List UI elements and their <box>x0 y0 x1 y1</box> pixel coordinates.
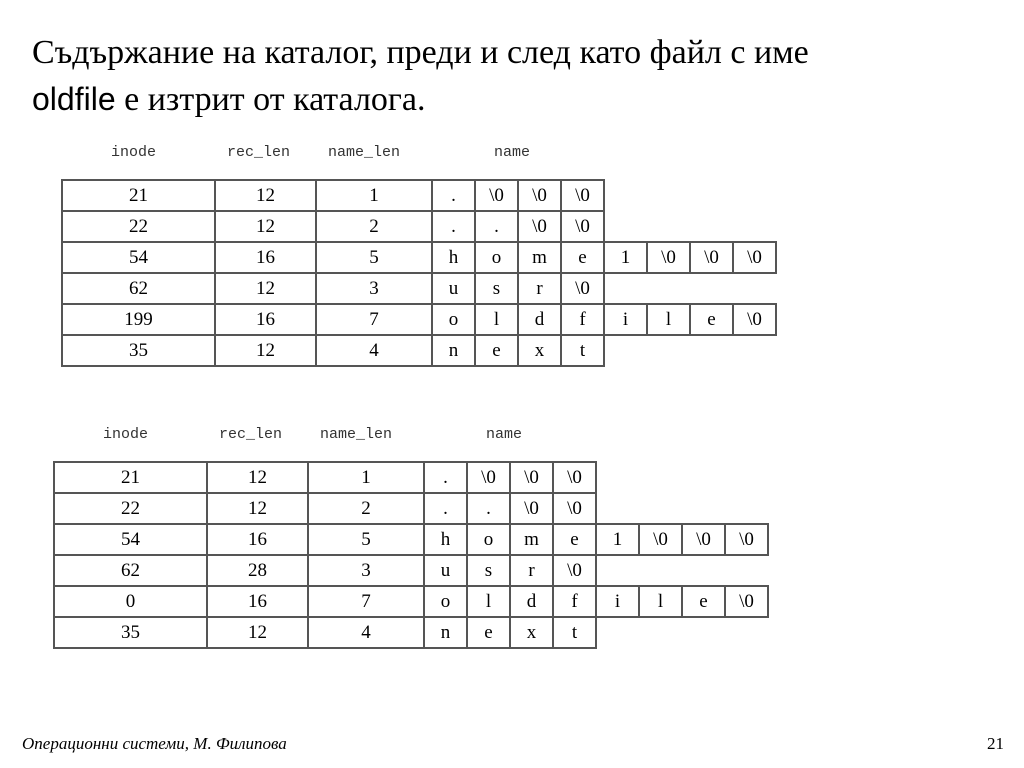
name-len-cell: 5 <box>308 524 424 555</box>
name-len-cell: 1 <box>308 462 424 493</box>
name-char-cell: \0 <box>733 242 776 273</box>
empty-cell <box>690 273 733 304</box>
name-char-cell: \0 <box>690 242 733 273</box>
directory-table-after <box>53 461 769 649</box>
name-char-cell: \0 <box>561 211 604 242</box>
name-char-cell: n <box>424 617 467 648</box>
table-row <box>54 555 768 586</box>
empty-cell <box>725 555 768 586</box>
empty-cell <box>596 462 639 493</box>
name-char-cell: h <box>424 524 467 555</box>
inode-cell: 35 <box>62 335 215 366</box>
name-char-cell: x <box>510 617 553 648</box>
name-char-cell: f <box>553 586 596 617</box>
inode-cell: 54 <box>54 524 207 555</box>
rec-len-cell: 16 <box>207 524 308 555</box>
name-char-cell: \0 <box>682 524 725 555</box>
empty-cell <box>725 617 768 648</box>
empty-cell <box>647 335 690 366</box>
name-char-cell: \0 <box>518 211 561 242</box>
table-row <box>54 586 768 617</box>
inode-cell: 54 <box>62 242 215 273</box>
name-char-cell: l <box>467 586 510 617</box>
rec-len-cell: 12 <box>207 493 308 524</box>
header-name-len: name_len <box>320 426 393 443</box>
rec-len-cell: 16 <box>215 242 316 273</box>
rec-len-cell: 12 <box>207 462 308 493</box>
empty-cell <box>725 493 768 524</box>
name-char-cell: \0 <box>647 242 690 273</box>
rec-len-cell: 12 <box>207 617 308 648</box>
name-char-cell: o <box>467 524 510 555</box>
name-char-cell: l <box>647 304 690 335</box>
empty-cell <box>596 617 639 648</box>
name-char-cell: o <box>424 586 467 617</box>
table-row <box>62 273 776 304</box>
name-char-cell: d <box>510 586 553 617</box>
table-row <box>62 335 776 366</box>
empty-cell <box>733 273 776 304</box>
header-inode: inode <box>111 144 157 161</box>
empty-cell <box>604 180 647 211</box>
name-char-cell: t <box>561 335 604 366</box>
empty-cell <box>682 462 725 493</box>
rec-len-cell: 12 <box>215 273 316 304</box>
name-char-cell: . <box>424 462 467 493</box>
name-char-cell: 1 <box>604 242 647 273</box>
name-char-cell: i <box>596 586 639 617</box>
name-char-cell: \0 <box>733 304 776 335</box>
inode-cell: 21 <box>62 180 215 211</box>
empty-cell <box>690 335 733 366</box>
name-char-cell: e <box>561 242 604 273</box>
empty-cell <box>690 211 733 242</box>
name-char-cell: i <box>604 304 647 335</box>
empty-cell <box>725 462 768 493</box>
table-row <box>54 524 768 555</box>
name-char-cell: \0 <box>467 462 510 493</box>
name-char-cell: n <box>432 335 475 366</box>
empty-cell <box>596 493 639 524</box>
name-char-cell: r <box>510 555 553 586</box>
name-len-cell: 3 <box>316 273 432 304</box>
name-char-cell: \0 <box>553 462 596 493</box>
header-name: name <box>486 426 523 443</box>
name-char-cell: \0 <box>510 493 553 524</box>
empty-cell <box>639 617 682 648</box>
rec-len-cell: 12 <box>215 211 316 242</box>
name-char-cell: e <box>690 304 733 335</box>
name-char-cell: \0 <box>510 462 553 493</box>
name-char-cell: . <box>432 180 475 211</box>
table-row <box>62 304 776 335</box>
name-char-cell: l <box>639 586 682 617</box>
name-len-cell: 5 <box>316 242 432 273</box>
rec-len-cell: 16 <box>207 586 308 617</box>
name-char-cell: x <box>518 335 561 366</box>
slide-title <box>32 30 992 123</box>
empty-cell <box>733 335 776 366</box>
name-char-cell: 1 <box>596 524 639 555</box>
empty-cell <box>639 555 682 586</box>
empty-cell <box>690 180 733 211</box>
inode-cell: 199 <box>62 304 215 335</box>
name-char-cell: . <box>424 493 467 524</box>
table-row <box>62 180 776 211</box>
name-char-cell: o <box>475 242 518 273</box>
name-char-cell: t <box>553 617 596 648</box>
empty-cell <box>604 335 647 366</box>
header-rec-len: rec_len <box>227 144 291 161</box>
name-char-cell: l <box>475 304 518 335</box>
name-len-cell: 4 <box>308 617 424 648</box>
inode-cell: 62 <box>54 555 207 586</box>
empty-cell <box>733 180 776 211</box>
title-text-2: е изтрит от каталога. <box>115 81 426 118</box>
directory-table-before <box>61 179 777 367</box>
empty-cell <box>647 180 690 211</box>
name-char-cell: \0 <box>561 273 604 304</box>
name-char-cell: r <box>518 273 561 304</box>
name-char-cell: s <box>467 555 510 586</box>
name-char-cell: \0 <box>553 555 596 586</box>
name-char-cell: u <box>424 555 467 586</box>
inode-cell: 35 <box>54 617 207 648</box>
empty-cell <box>682 493 725 524</box>
name-char-cell: e <box>553 524 596 555</box>
name-char-cell: . <box>467 493 510 524</box>
rec-len-cell: 12 <box>215 180 316 211</box>
name-char-cell: s <box>475 273 518 304</box>
footer-author: Операционни системи, М. Филипова <box>22 734 287 753</box>
table-row <box>54 462 768 493</box>
table-row <box>54 493 768 524</box>
empty-cell <box>604 211 647 242</box>
name-len-cell: 7 <box>308 586 424 617</box>
name-char-cell: \0 <box>518 180 561 211</box>
empty-cell <box>733 211 776 242</box>
inode-cell: 21 <box>54 462 207 493</box>
name-char-cell: \0 <box>475 180 518 211</box>
empty-cell <box>682 617 725 648</box>
name-char-cell: f <box>561 304 604 335</box>
name-len-cell: 1 <box>316 180 432 211</box>
header-rec-len: rec_len <box>219 426 283 443</box>
empty-cell <box>639 493 682 524</box>
rec-len-cell: 28 <box>207 555 308 586</box>
name-char-cell: e <box>682 586 725 617</box>
empty-cell <box>639 462 682 493</box>
name-char-cell: \0 <box>725 586 768 617</box>
title-filename: oldfile <box>32 81 116 117</box>
name-char-cell: e <box>475 335 518 366</box>
name-len-cell: 2 <box>316 211 432 242</box>
name-char-cell: m <box>510 524 553 555</box>
table-row <box>62 242 776 273</box>
inode-cell: 22 <box>54 493 207 524</box>
name-char-cell: o <box>432 304 475 335</box>
header-name-len: name_len <box>328 144 401 161</box>
empty-cell <box>647 273 690 304</box>
inode-cell: 0 <box>54 586 207 617</box>
page-number: 21 <box>987 734 1004 753</box>
rec-len-cell: 12 <box>215 335 316 366</box>
table-row <box>62 211 776 242</box>
name-char-cell: d <box>518 304 561 335</box>
name-len-cell: 4 <box>316 335 432 366</box>
empty-cell <box>647 211 690 242</box>
empty-cell <box>604 273 647 304</box>
name-char-cell: \0 <box>725 524 768 555</box>
empty-cell <box>682 555 725 586</box>
name-char-cell: . <box>432 211 475 242</box>
name-len-cell: 2 <box>308 493 424 524</box>
name-char-cell: m <box>518 242 561 273</box>
inode-cell: 22 <box>62 211 215 242</box>
name-char-cell: \0 <box>639 524 682 555</box>
inode-cell: 62 <box>62 273 215 304</box>
title-text-1: Съдържание на каталог, преди и след като файл с име <box>32 34 809 71</box>
name-char-cell: e <box>467 617 510 648</box>
header-inode: inode <box>103 426 149 443</box>
name-char-cell: \0 <box>553 493 596 524</box>
name-char-cell: u <box>432 273 475 304</box>
name-len-cell: 7 <box>316 304 432 335</box>
name-char-cell: \0 <box>561 180 604 211</box>
name-char-cell: . <box>475 211 518 242</box>
name-len-cell: 3 <box>308 555 424 586</box>
rec-len-cell: 16 <box>215 304 316 335</box>
empty-cell <box>596 555 639 586</box>
name-char-cell: h <box>432 242 475 273</box>
table-row <box>54 617 768 648</box>
header-name: name <box>494 144 531 161</box>
